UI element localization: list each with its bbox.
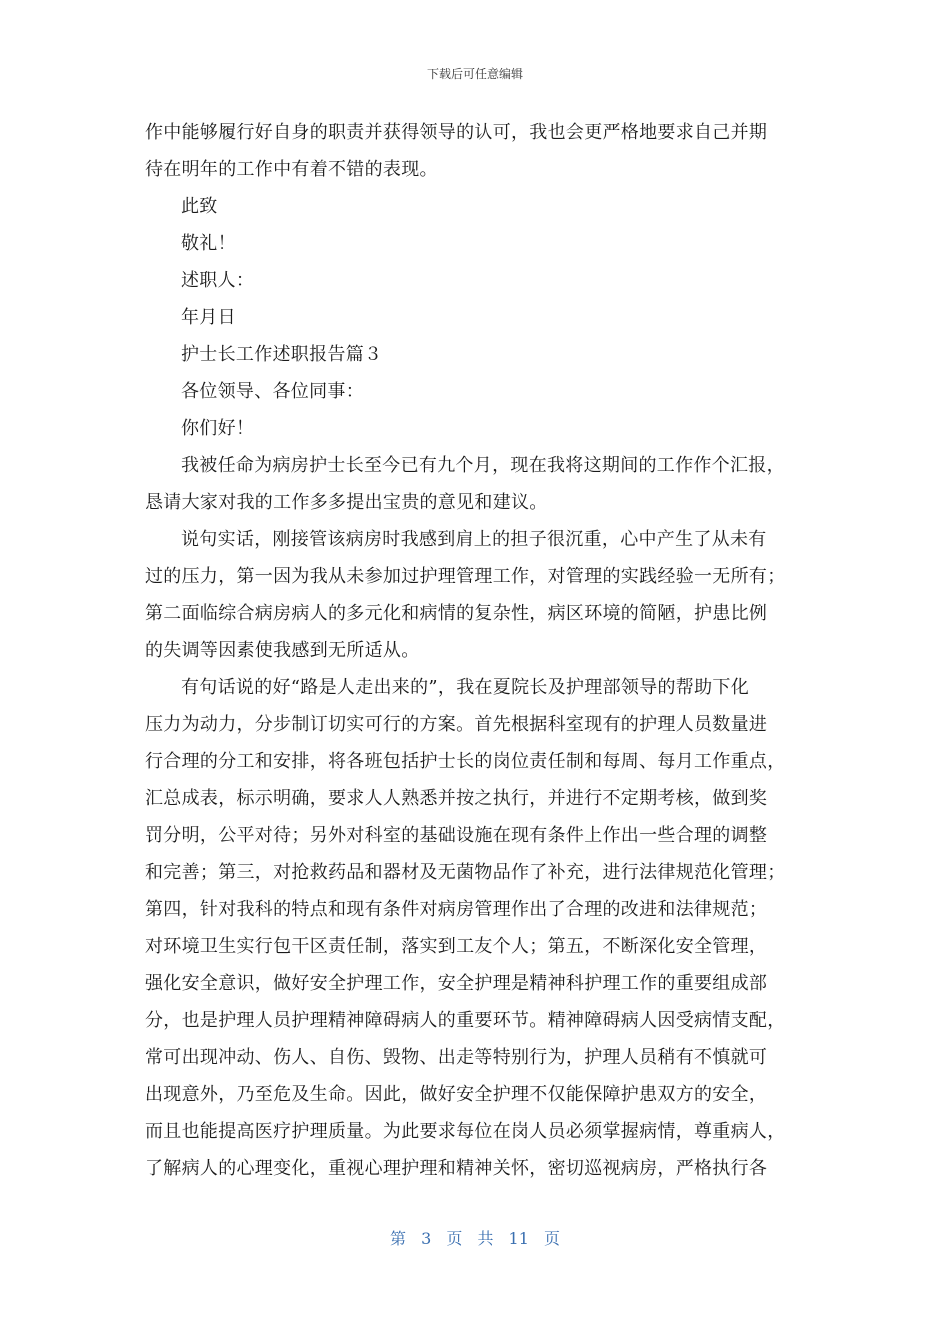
text-line: 敬礼！ [181,233,236,254]
text-line: 年月日 [181,307,236,328]
text-line: 和完善；第三，对抢救药品和器材及无菌物品作了补充，进行法律规范化管理； [145,862,786,883]
text-line: 的失调等因素使我感到无所适从。 [145,640,420,661]
text-line: 第二面临综合病房病人的多元化和病情的复杂性，病区环境的简陋，护患比例 [145,603,768,624]
text-line: 护士长工作述职报告篇３ [181,344,383,365]
text-line: 第四，针对我科的特点和现有条件对病房管理作出了合理的改进和法律规范； [145,899,768,920]
text-line: 你们好！ [181,418,255,439]
text-line: 恳请大家对我的工作多多提出宝贵的意见和建议。 [145,492,548,513]
text-line: 待在明年的工作中有着不错的表现。 [145,159,438,180]
text-line: 而且也能提高医疗护理质量。为此要求每位在岗人员必须掌握病情，尊重病人， [145,1121,786,1142]
text-line: 对环境卫生实行包干区责任制，落实到工友个人；第五，不断深化安全管理， [145,936,768,957]
text-line: 压力为动力，分步制订切实可行的方案。首先根据科室现有的护理人员数量进 [145,714,768,735]
text-line: 说句实话，刚接管该病房时我感到肩上的担子很沉重，心中产生了从未有 [181,529,767,550]
text-line: 此致 [181,196,218,217]
text-line: 有句话说的好“路是人走出来的”，我在夏院长及护理部领导的帮助下化 [181,677,750,698]
text-line: 汇总成表，标示明确，要求人人熟悉并按之执行，并进行不定期考核，做到奖 [145,788,768,809]
text-line: 过的压力，第一因为我从未参加过护理管理工作，对管理的实践经验一无所有； [145,566,786,587]
text-line: 行合理的分工和安排，将各班包括护士长的岗位责任制和每周、每月工作重点， [145,751,786,772]
text-line: 述职人： [181,270,255,291]
text-line: 罚分明，公平对待；另外对科室的基础设施在现有条件上作出一些合理的调整 [145,825,768,846]
text-line: 作中能够履行好自身的职责并获得领导的认可，我也会更严格地要求自己并期 [145,122,768,143]
text-line: 出现意外，乃至危及生命。因此，做好安全护理不仅能保障护患双方的安全， [145,1084,768,1105]
page-number-footer: 第 3 页 共 11 页 [390,1229,560,1248]
document-body [145,114,807,1187]
text-line: 强化安全意识，做好安全护理工作，安全护理是精神科护理工作的重要组成部 [145,973,768,994]
page-header: 下载后可任意编辑 [426,67,523,81]
text-line: 分，也是护理人员护理精神障碍病人的重要环节。精神障碍病人因受病情支配， [145,1010,786,1031]
text-line: 常可出现冲动、伤人、自伤、毁物、出走等特别行为，护理人员稍有不慎就可 [145,1047,768,1068]
text-line: 了解病人的心理变化，重视心理护理和精神关怀，密切巡视病房，严格执行各 [145,1158,768,1179]
text-line: 各位领导、各位同事： [181,381,364,402]
text-line: 我被任命为病房护士长至今已有九个月，现在我将这期间的工作作个汇报， [181,455,785,476]
